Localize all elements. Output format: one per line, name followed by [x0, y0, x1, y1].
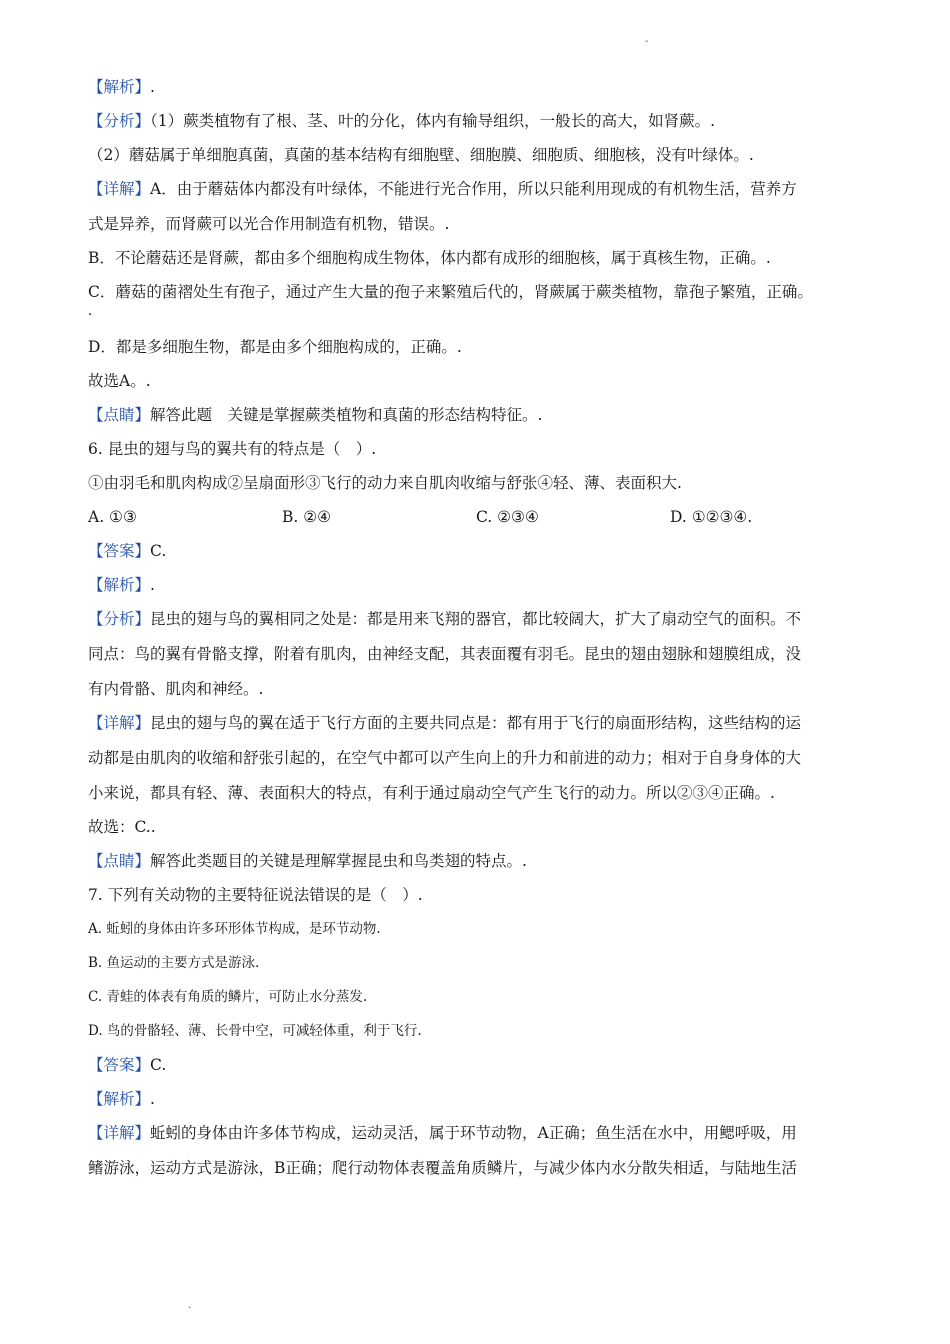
analysis-line: 【分析】（1）蕨类植物有了根、茎、叶的分化，体内有输导组织，一般长的高大，如肾蕨。. — [88, 112, 716, 130]
page-header-mark: - — [645, 36, 649, 47]
page-footer-mark: . — [188, 1300, 192, 1311]
question-6-stem: 6. 昆虫的翅与鸟的翼共有的特点是（ ）. — [88, 440, 377, 458]
analysis-line: 【分析】昆虫的翅与鸟的翼相同之处是：都是用来飞翔的器官，都比较阔大，扩大了扇动空气的面积。不 — [88, 610, 802, 628]
answer-line: 【答案】C. — [88, 1056, 167, 1074]
analysis-line: 同点：鸟的翼有骨骼支撑，附着有肌肉，由神经支配，其表面覆有羽毛。昆虫的翅由翅脉和翅膜组成，没 — [88, 645, 802, 663]
option-c: C. ②③④ — [476, 508, 539, 526]
answer-choice: 故选A。. — [88, 372, 151, 390]
analysis-heading: 【解析】. — [88, 576, 155, 594]
detail-line: 式是异养，而肾蕨可以光合作用制造有机物，错误。. — [88, 215, 450, 233]
question-6-options — [88, 506, 868, 529]
question-7-stem: 7. 下列有关动物的主要特征说法错误的是（ ）. — [88, 886, 423, 904]
detail-line: 【详解】A．由于蘑菇体内都没有叶绿体，不能进行光合作用，所以只能利用现成的有机物生活，营养方 — [88, 180, 797, 198]
detail-line: 【详解】蚯蚓的身体由许多体节构成，运动灵活，属于环节动物，A正确；鱼生活在水中，用鳃呼吸，用 — [88, 1124, 797, 1142]
question-7-option-b: B. 鱼运动的主要方式是游泳. — [88, 955, 260, 971]
analysis-line: 有内骨骼、肌肉和神经。. — [88, 680, 264, 698]
option-a: A. ①③ — [88, 508, 137, 526]
detail-line: B．不论蘑菇还是肾蕨，都由多个细胞构成生物体，体内都有成形的细胞核，属于真核生物，正确。. — [88, 249, 771, 267]
detail-line: . — [88, 303, 93, 319]
comment-line: 【点睛】解答此题 关键是掌握蕨类植物和真菌的形态结构特征。. — [88, 406, 543, 424]
detail-line: C．蘑菇的菌褶处生有孢子，通过产生大量的孢子来繁殖后代的，肾蕨属于蕨类植物，靠孢子繁殖，正确。 — [88, 283, 813, 301]
detail-line: 动都是由肌肉的收缩和舒张引起的，在空气中都可以产生向上的升力和前进的动力；相对于自身身体的大 — [88, 749, 802, 767]
comment-line: 【点睛】解答此类题目的关键是理解掌握昆虫和鸟类翅的特点。. — [88, 852, 527, 870]
option-b: B. ②④ — [282, 508, 332, 526]
question-7-option-c: C. 青蛙的体表有角质的鳞片，可防止水分蒸发. — [88, 989, 368, 1005]
question-6-statements: ①由羽毛和肌肉构成②呈扇面形③飞行的动力来自肌肉收缩与舒张④轻、薄、表面积大. — [88, 474, 682, 492]
detail-line: 小来说，都具有轻、薄、表面积大的特点，有利于通过扇动空气产生飞行的动力。所以②③④正确。. — [88, 784, 775, 802]
detail-line: 【详解】昆虫的翅与鸟的翼在适于飞行方面的主要共同点是：都有用于飞行的扇面形结构，这些结构的运 — [88, 714, 802, 732]
analysis-heading: 【解析】. — [88, 78, 155, 96]
option-d: D. ①②③④. — [670, 508, 753, 526]
question-7-option-a: A. 蚯蚓的身体由许多环形体节构成，是环节动物. — [88, 921, 381, 937]
detail-line: 鳍游泳，运动方式是游泳，B正确；爬行动物体表覆盖角质鳞片，与减少体内水分散失相适，与陆地生活 — [88, 1159, 797, 1177]
detail-line: D．都是多细胞生物，都是由多个细胞构成的，正确。. — [88, 338, 462, 356]
analysis-heading: 【解析】. — [88, 1090, 155, 1108]
analysis-line: （2）蘑菇属于单细胞真菌，真菌的基本结构有细胞壁、细胞膜、细胞质、细胞核，没有叶绿体。. — [88, 146, 754, 164]
answer-choice: 故选：C.. — [88, 818, 156, 836]
question-7-option-d: D. 鸟的骨骼轻、薄、长骨中空，可减轻体重，利于飞行. — [88, 1023, 422, 1039]
answer-line: 【答案】C. — [88, 542, 167, 560]
document-body — [88, 76, 868, 1191]
